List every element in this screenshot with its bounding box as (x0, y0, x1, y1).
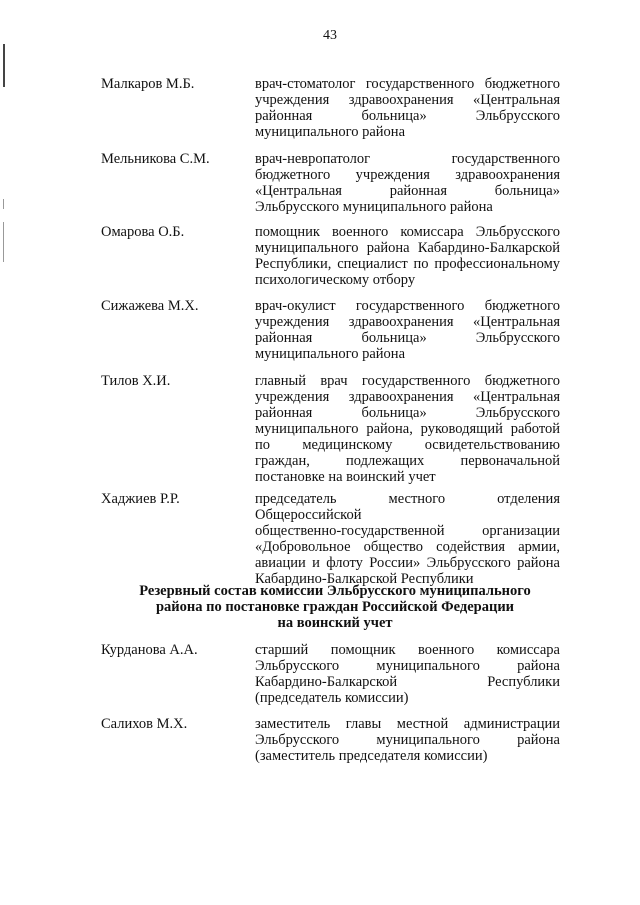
role-line: учреждения здравоохранения «Центральная (255, 389, 560, 405)
role-line: постановке на воинский учет (255, 469, 436, 485)
member-name: Омарова О.Б. (101, 224, 185, 240)
role-line: Кабардино-Балкарской Республики (255, 571, 474, 587)
role-line: районная больница» Эльбрусского (255, 108, 560, 124)
role-line: заместитель главы местной администрации (255, 716, 560, 732)
page-number: 43 (323, 28, 337, 43)
member-role (255, 224, 560, 288)
role-line: психологическому отбору (255, 272, 416, 288)
role-line: муниципального района Кабардино-Балкарской (255, 240, 560, 256)
role-line: районная больница» Эльбрусского (255, 405, 560, 421)
member-role (255, 491, 560, 587)
reserve-section-heading (100, 583, 570, 631)
role-line: врач-стоматолог государственного бюджетного (255, 76, 560, 92)
role-line: учреждения здравоохранения «Центральная (255, 314, 560, 330)
role-line: «Добровольное общество содействия армии, (255, 539, 560, 555)
member-role (255, 298, 560, 362)
role-line: Эльбрусского муниципального района (255, 658, 560, 674)
role-line: (заместитель председателя комиссии) (255, 748, 488, 764)
role-line: граждан, подлежащих первоначальной (255, 453, 560, 469)
member-name: Малкаров М.Б. (101, 76, 195, 92)
heading-line: района по постановке граждан Российской Федерации (155, 599, 515, 615)
role-line: муниципального района (255, 346, 405, 362)
role-line: главный врач государственного бюджетного (255, 373, 560, 389)
role-line: Эльбрусского муниципального района (255, 732, 560, 748)
member-role (255, 151, 560, 215)
role-line: бюджетного учреждения здравоохранения (255, 167, 560, 183)
member-name: Хаджиев Р.Р. (101, 491, 180, 507)
heading-line: Резервный состав комиссии Эльбрусского муниципального (139, 583, 531, 599)
role-line: старший помощник военного комиссара (255, 642, 560, 658)
role-line: помощник военного комиссара Эльбрусского (255, 224, 560, 240)
member-name: Мельникова С.М. (101, 151, 210, 167)
role-line: по медицинскому освидетельствованию (255, 437, 560, 453)
role-line: авиации и флоту России» Эльбрусского района (255, 555, 560, 571)
role-line: председатель местного отделения Общероссийской (255, 491, 560, 523)
member-role (255, 642, 560, 706)
role-line: Республики, специалист по профессиональному (255, 256, 560, 272)
member-role (255, 716, 560, 764)
role-line: Кабардино-Балкарской Республики (255, 674, 560, 690)
heading-line: на воинский учет (277, 615, 393, 631)
role-line: муниципального района, руководящий работой (255, 421, 560, 437)
member-role (255, 373, 560, 485)
member-name: Тилов Х.И. (101, 373, 171, 389)
member-role (255, 76, 560, 140)
role-line: «Центральная районная больница» (255, 183, 560, 199)
role-line: учреждения здравоохранения «Центральная (255, 92, 560, 108)
scan-margin-line (3, 44, 5, 87)
role-line: врач-окулист государственного бюджетного (255, 298, 560, 314)
role-line: врач-невропатолог государственного (255, 151, 560, 167)
role-line: муниципального района (255, 124, 405, 140)
member-name: Салихов М.Х. (101, 716, 188, 732)
role-line: районная больница» Эльбрусского (255, 330, 560, 346)
role-line: (председатель комиссии) (255, 690, 409, 706)
role-line: общественно-государственной организации (255, 523, 560, 539)
scan-margin-mark (3, 222, 4, 262)
member-name: Курданова А.А. (101, 642, 198, 658)
scan-margin-mark (3, 199, 4, 209)
role-line: Эльбрусского муниципального района (255, 199, 493, 215)
member-name: Сижажева М.Х. (101, 298, 199, 314)
